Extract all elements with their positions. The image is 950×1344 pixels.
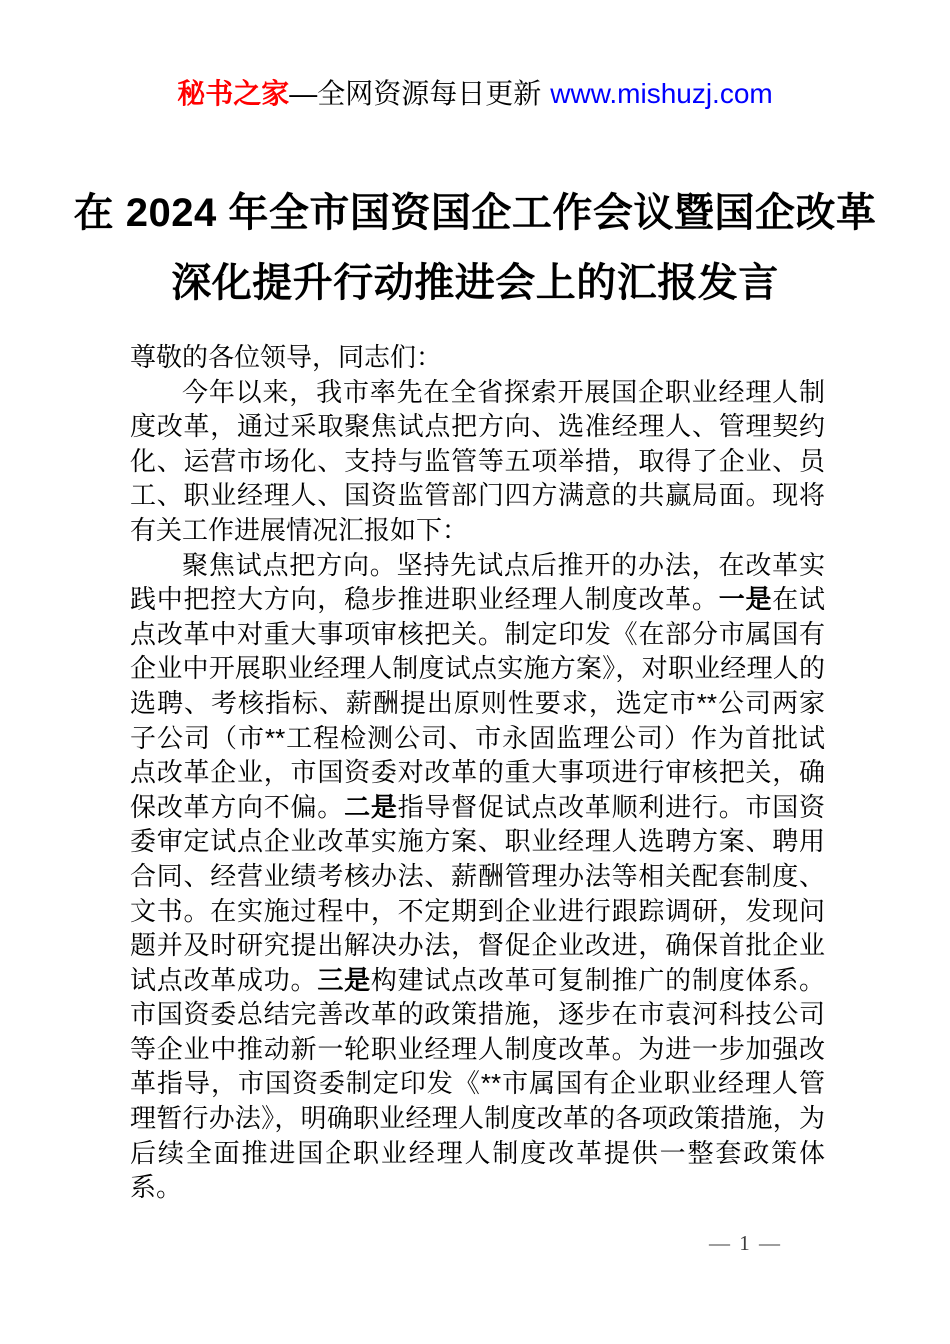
header-dash: — — [289, 78, 318, 109]
document-title — [50, 178, 900, 318]
site-header — [0, 76, 950, 112]
title-line-1: 在 2024 年全市国资国企工作会议暨国企改革 — [73, 191, 877, 235]
bold-segment: 二是 — [344, 791, 398, 822]
bold-segment: 一是 — [718, 584, 773, 615]
site-brand: 秘书之家 — [177, 78, 290, 109]
bold-segment: 三是 — [317, 964, 371, 995]
header-tagline: 全网资源每日更新 — [317, 78, 542, 109]
paragraphs-container — [130, 375, 825, 1205]
paragraph — [130, 375, 825, 548]
text-segment: 在试点改革中对重大事项审核把关。制定印发《在部分市属国有企业中开展职业经理人制度试点实施方案》，对职业经理人的选聘、考核指标、薪酬提出原则性要求，选定市**公司两家子公司（市**工程检测公司、市永固监理公司）作为首批试点改革企业，市国资委对改革的重大事项进行审核把关，确保改革方向不偏。 — [130, 584, 825, 822]
text-segment: 今年以来，我市率先在全省探索开展国企职业经理人制度改革，通过采取聚焦试点把方向、选准经理人、管理契约化、运营市场化、支持与监管等五项举措，取得了企业、员工、职业经理人、国资监管部门四方满意的共赢局面。现将有关工作进展情况汇报如下： — [130, 376, 825, 545]
paragraph — [130, 548, 825, 1205]
page-footer — [0, 1231, 950, 1256]
salutation: 尊敬的各位领导，同志们： — [130, 342, 443, 372]
page-number: — 1 — — [709, 1231, 782, 1255]
text-segment: 构建试点改革可复制推广的制度体系。市国资委总结完善改革的政策措施，逐步在市袁河科技公司等企业中推动新一轮职业经理人制度改革。为进一步加强改革指导，市国资委制定印发《**市属国有企业职业经理人管理暂行办法》，明确职业经理人制度改革的各项政策措施，为后续全面推进国企职业经理人制度改革提供一整套政策体系。 — [130, 964, 825, 1203]
text-segment: 指导督促试点改革顺利进行。市国资委审定试点企业改革实施方案、职业经理人选聘方案、聘用合同、经营业绩考核办法、薪酬管理办法等相关配套制度、文书。在实施过程中，不定期到企业进行跟踪调研，发现问题并及时研究提出解决办法，督促企业改进，确保首批企业试点改革成功。 — [130, 791, 825, 995]
site-url-link[interactable]: www.mishuzj.com — [550, 78, 773, 109]
title-line-2: 深化提升行动推进会上的汇报发言 — [171, 261, 779, 305]
document-body — [130, 340, 825, 1205]
text-segment: 聚焦试点把方向。坚持先试点后推开的办法，在改革实践中把控大方向，稳步推进职业经理人制度改革。 — [130, 549, 825, 615]
